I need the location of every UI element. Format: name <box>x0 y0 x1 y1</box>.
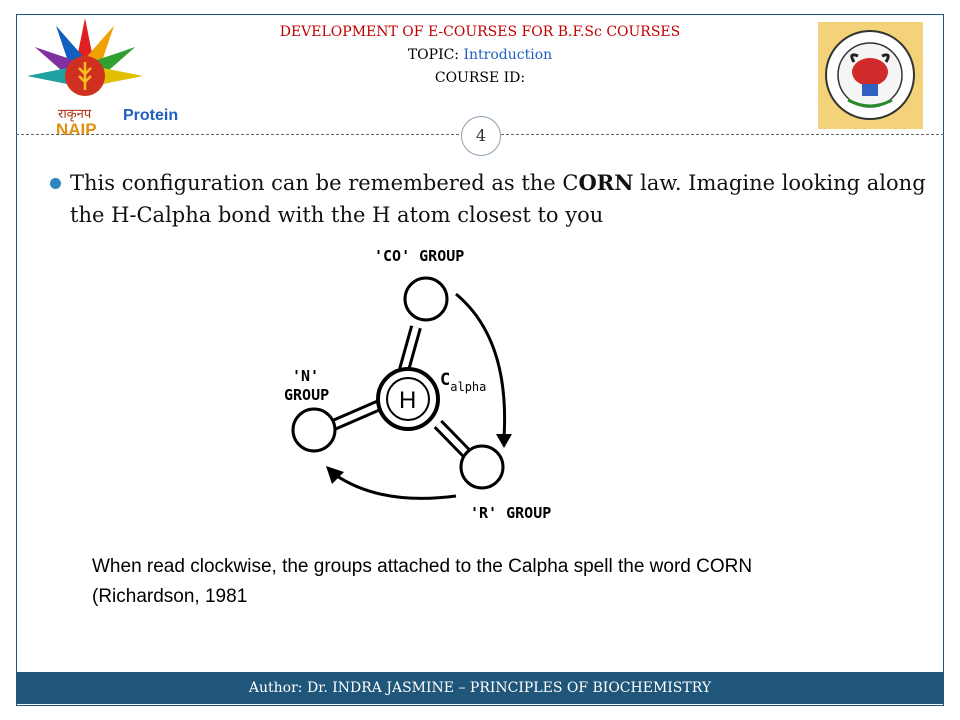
logo-hindi-text: राकृनप <box>58 107 92 122</box>
topic-value: Introduction <box>463 47 553 63</box>
clockwise-arrow-lower <box>334 474 456 498</box>
r-group-atom <box>461 446 503 488</box>
corn-law-diagram <box>270 244 610 530</box>
n-group-atom <box>293 409 335 451</box>
topic-line <box>0 47 960 63</box>
course-title: DEVELOPMENT OF E-COURSES FOR B.F.Sc COURSES <box>279 24 681 40</box>
course-id: COURSE ID: <box>434 70 526 86</box>
arrowhead-lower-icon <box>326 466 344 484</box>
bullet-text <box>70 167 930 231</box>
slide-header <box>0 0 960 138</box>
co-group-atom <box>405 278 447 320</box>
bullet-text-lead: This configuration can be remembered as the C <box>70 171 579 195</box>
subject-label: Protein <box>123 107 179 124</box>
co-group-label: 'CO' GROUP <box>374 247 465 265</box>
topic-label: TOPIC: <box>407 47 460 63</box>
c-alpha-subscript: alpha <box>450 380 487 394</box>
clockwise-arrow-upper <box>456 294 505 438</box>
r-group-label: 'R' GROUP <box>470 504 552 522</box>
page-number-badge: 4 <box>461 116 501 156</box>
bullet-text-bold: ORN <box>578 170 634 195</box>
c-alpha-label: $C_{alpha}$ <box>440 370 487 394</box>
diagram-caption: When read clockwise, the groups attached to the Calpha spell the word CORN (Richardson, 1981 <box>92 556 753 607</box>
logo-naip-text: NAIP <box>56 120 97 138</box>
bullet-text-tail: law. Imagine looking along the H-Calpha bond with the H atom closest to you <box>70 171 926 227</box>
arrowhead-upper-icon <box>496 434 512 448</box>
university-seal-logo <box>818 22 923 129</box>
n-group-label-line2: GROUP <box>284 386 330 404</box>
h-atom-label: H <box>399 387 417 414</box>
footer-author-text: Author: Dr. INDRA JASMINE – PRINCIPLES OF BIOCHEMISTRY <box>248 680 712 696</box>
n-group-label-line1: 'N' <box>292 367 320 385</box>
bullet-icon <box>50 178 61 189</box>
